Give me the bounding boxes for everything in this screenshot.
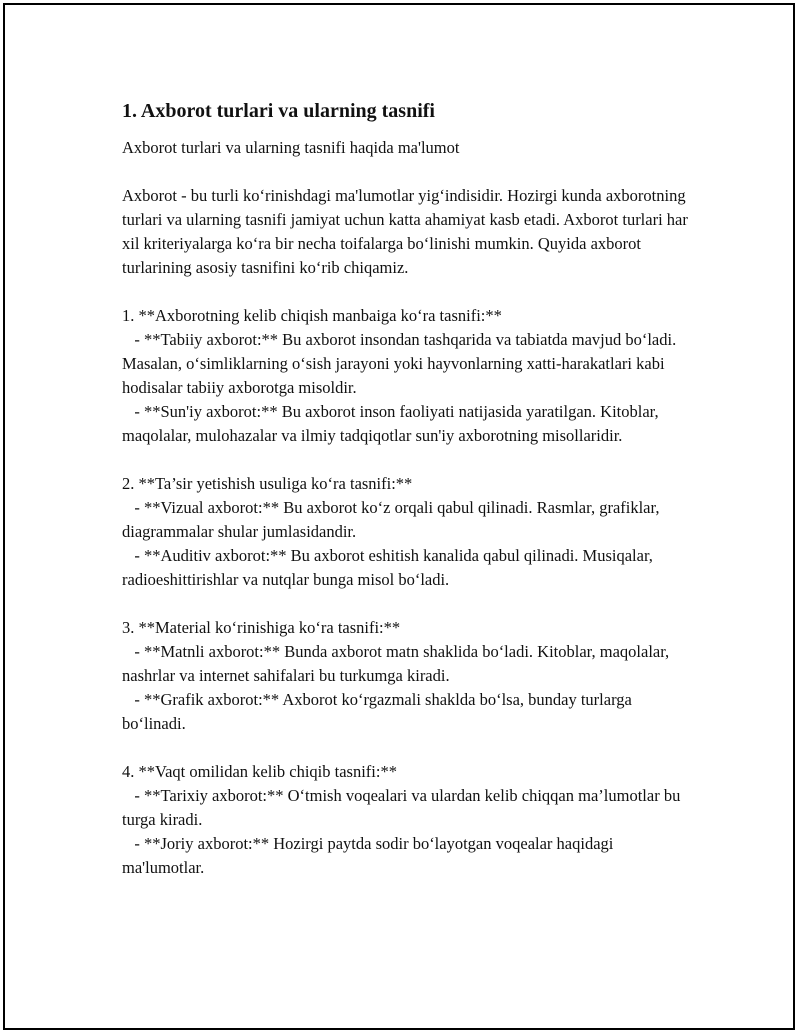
spacer [122,592,692,616]
section-item: - **Sun'iy axborot:** Bu axborot inson faoliyati natijasida yaratilgan. Kitoblar, maqolalar, mulohazalar va ilmiy tadqiqotlar sun'iy axborotning misollaridir. [122,402,663,445]
section-item: - **Vizual axborot:** Bu axborot ko‘z orqali qabul qilinadi. Rasmlar, grafiklar, diagrammalar shular jumlasidandir. [122,498,664,541]
document-subtitle: Axborot turlari va ularning tasnifi haqida ma'lumot [122,138,460,157]
section-item: - **Grafik axborot:** Axborot ko‘rgazmali shaklda bo‘lsa, bunday turlarga bo‘linadi. [122,690,636,733]
intro-paragraph: Axborot - bu turli ko‘rinishdagi ma'lumotlar yig‘indisidir. Hozirgi kunda axborotning turlari va ularning tasnifi jamiyat uchun katta ahamiyat kasb etadi. Axborot turlari har xil kriteriyalarga ko‘ra bir necha toifalarga bo‘linishi mumkin. Quyida axborot turlarining asosiy tasnifini ko‘rib chiqamiz. [122,186,692,277]
section-item: - **Matnli axborot:** Bunda axborot matn shaklida bo‘ladi. Kitoblar, maqolalar, nashrlar va internet sahifalari bu turkumga kiradi. [122,642,674,685]
section-item: - **Joriy axborot:** Hozirgi paytda sodir bo‘layotgan voqealar haqidagi ma'lumotlar. [122,834,618,877]
section-title: 2. **Ta’sir yetishish usuliga ko‘ra tasnifi:** [122,474,413,493]
section-title: 3. **Material ko‘rinishiga ko‘ra tasnifi:** [122,618,401,637]
spacer [122,280,692,304]
document-heading: 1. Axborot turlari va ularning tasnifi [122,100,435,122]
spacer [122,160,692,184]
document-body [122,99,692,880]
spacer [122,736,692,760]
spacer [122,448,692,472]
section-item: - **Auditiv axborot:** Bu axborot eshitish kanalida qabul qilinadi. Musiqalar, radioeshittirishlar va nutqlar bunga misol bo‘ladi. [122,546,658,589]
section-item: - **Tarixiy axborot:** O‘tmish voqealari va ulardan kelib chiqqan ma’lumotlar bu turga kiradi. [122,786,685,829]
section-title: 4. **Vaqt omilidan kelib chiqib tasnifi:** [122,762,397,781]
section-item: - **Tabiiy axborot:** Bu axborot insondan tashqarida va tabiatda mavjud bo‘ladi. Masalan, o‘simliklarning o‘sish jarayoni yoki hayvonlarning xatti-harakatlari kabi hodisalar tabiiy axborotga misoldir. [122,330,681,397]
page-frame [3,3,795,1030]
section-title: 1. **Axborotning kelib chiqish manbaiga ko‘ra tasnifi:** [122,306,502,325]
